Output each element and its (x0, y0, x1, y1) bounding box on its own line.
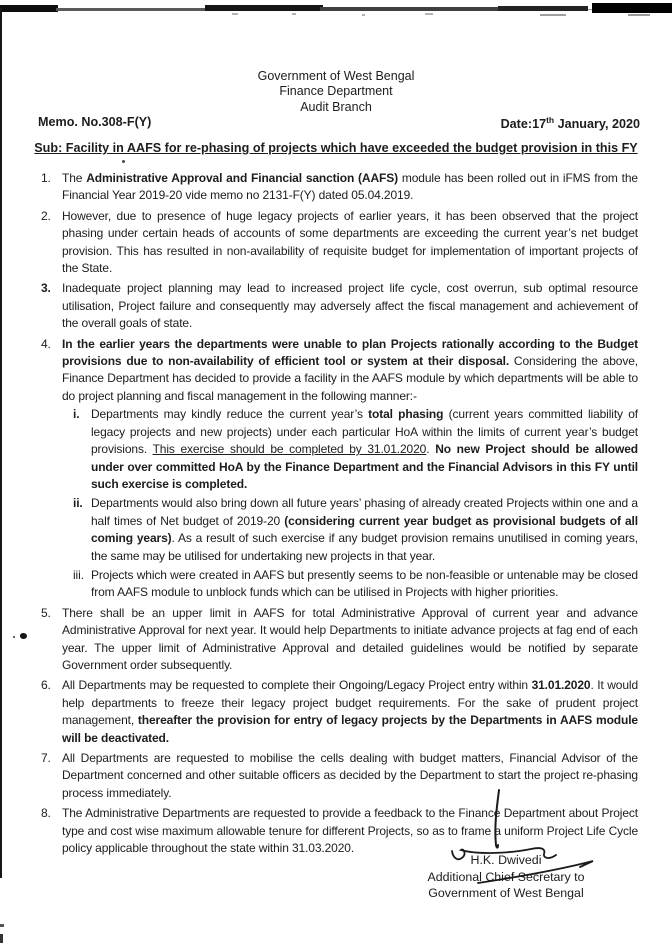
list-item-5 (38, 605, 638, 675)
scan-speck (232, 13, 238, 15)
memo-body (38, 170, 638, 860)
item-number: 8. (41, 806, 51, 821)
scan-speck (628, 14, 650, 16)
item-number: 4. (41, 336, 51, 351)
item-number: 5. (41, 605, 51, 620)
scan-left-mark (0, 934, 3, 943)
list-item-2 (38, 208, 638, 278)
sublist-item-iii (62, 567, 638, 602)
letterhead-line-department: Finance Department (279, 84, 393, 99)
list-item-8 (38, 805, 638, 857)
scan-left-mark (0, 924, 4, 927)
item-number: 7. (41, 751, 51, 765)
subject-line: Sub: Facility in AAFS for re-phasing of projects which have exceeded the budget provision in this FY (34, 141, 638, 155)
signature-block (395, 852, 617, 902)
list-item-3 (38, 280, 638, 332)
item-text: The Administrative Approval and Financial sanction (AAFS) module has been rolled out in iFMS from the Financial Year 2019-20 vide memo no 2131-F(Y) dated 05.04.2019. (62, 171, 638, 203)
scan-ink-speck (122, 160, 125, 163)
sublist (62, 406, 638, 601)
subitem-number: iii. (73, 567, 84, 582)
memo-number: Memo. No.308-F(Y) (38, 115, 152, 129)
scan-left-edge (0, 8, 2, 878)
item-text: There shall be an upper limit in AAFS for total Administrative Approval of current year and advance Administrative Approval for next year. It would help Departments to initiate advance projects at fag end of each year. The upper limit of Administrative Approval and detailed guidelines would be notified by separate Government order subsequently. (62, 605, 638, 672)
letterhead (0, 69, 672, 115)
scan-speck (425, 13, 433, 15)
scan-top-edge-segment (320, 7, 500, 11)
list-item-6 (38, 677, 638, 747)
scan-top-edge-segment (592, 3, 672, 13)
item-text: In the earlier years the departments were unable to plan Projects rationally according to the Budget provisions due to non-availability of efficient tool or system at their disposal. Considering the above, Finance Department has decided to provide a facility in the AAFS module by which departments will be able to do project planning and fiscal management in the following manner:- (62, 336, 638, 403)
subitem-number: i. (73, 407, 80, 422)
scan-top-edge-segment (205, 5, 323, 11)
scan-top-edge-segment (0, 5, 58, 12)
list-item-7 (38, 750, 638, 802)
signatory-title-line1: Additional Chief Secretary to (427, 869, 585, 884)
date-ordinal-superscript: th (546, 115, 555, 125)
scan-speck (362, 14, 365, 16)
letterhead-line-government: Government of West Bengal (257, 69, 415, 83)
sublist-item-ii (62, 495, 638, 565)
item-number: 2. (41, 208, 51, 223)
item-text: All Departments are requested to mobilise the cells dealing with budget matters, Financial Advisor of the Department concerned and other suitable officers as decided by the Department to start the project re-phasing process immediately. (62, 751, 638, 800)
subitem-text: Projects which were created in AAFS but presently seems to be non-feasible or untenable may be closed from AAFS module to unblock funds which can be utilised in Projects with higher priorities. (91, 567, 638, 600)
scan-ink-dot (20, 633, 27, 639)
item-text: However, due to presence of huge legacy projects of earlier years, it has been observed that the project phasing under certain heads of accounts of some departments are exceeding the current year’s net budget provision. This has resulted in non-availability of requisite budget for implementation of important projects of the State. (62, 208, 638, 276)
signatory-title-line2: Government of West Bengal (428, 886, 584, 901)
item-number: 3. (41, 281, 51, 296)
memo-date-row (38, 115, 640, 131)
subitem-text: Departments may kindly reduce the current year’s total phasing (current years committed liability of legacy projects and new projects) under each particular HoA within the limits of current year’s budget provisions. This exercise should be completed by 31.01.2020. No new Project should be allowed under over committed HoA by the Finance Department and the Financial Advisors in this FY until such exercise is completed. (91, 407, 638, 491)
subitem-number: ii. (73, 496, 83, 511)
scan-top-edge-segment (56, 8, 206, 11)
item-number: 1. (41, 171, 51, 185)
list-item-4 (38, 336, 638, 602)
item-text: The Administrative Departments are requested to provide a feedback to the Finance Department about Project type and cost wise maximum allowable tenure for different Projects, so as to frame a uniform Project Life Cycle policy applicable throughout the state within 31.03.2020. (62, 806, 638, 856)
signatory-name: H.K. Dwivedi (470, 853, 542, 867)
letterhead-line-branch: Audit Branch (300, 99, 372, 114)
scan-speck (540, 14, 566, 16)
subitem-text: Departments would also bring down all future years’ phasing of already created Projects within one and a half times of Net budget of 2019-20 (considering current year budget as provisional budgets of all coming years). As a result of such exercise if any budget provision remains unutilised in coming years, the same may be utilised for undertaking new projects in that year. (91, 496, 638, 563)
item-text: Inadequate project planning may lead to increased project life cycle, cost overrun, sub optimal resource utilisation, Project failure and consequently may adversely affect the fiscal management and achievement of the overall goals of state. (62, 281, 638, 331)
scan-top-edge-segment (498, 6, 588, 11)
sublist-item-i (62, 406, 638, 493)
memo-date: Date:17th January, 2020 (500, 115, 640, 132)
scan-ink-speck (13, 636, 15, 638)
scan-speck (292, 13, 296, 15)
item-number: 6. (41, 678, 51, 693)
list-item-1 (38, 170, 638, 205)
item-text: All Departments may be requested to complete their Ongoing/Legacy Project entry within 31.01.2020. It would help departments to freeze their legacy project budget requirements. For the sake of prudent project management, thereafter the provision for entry of legacy projects by the Departments in AAFS module will be deactivated. (62, 678, 638, 745)
